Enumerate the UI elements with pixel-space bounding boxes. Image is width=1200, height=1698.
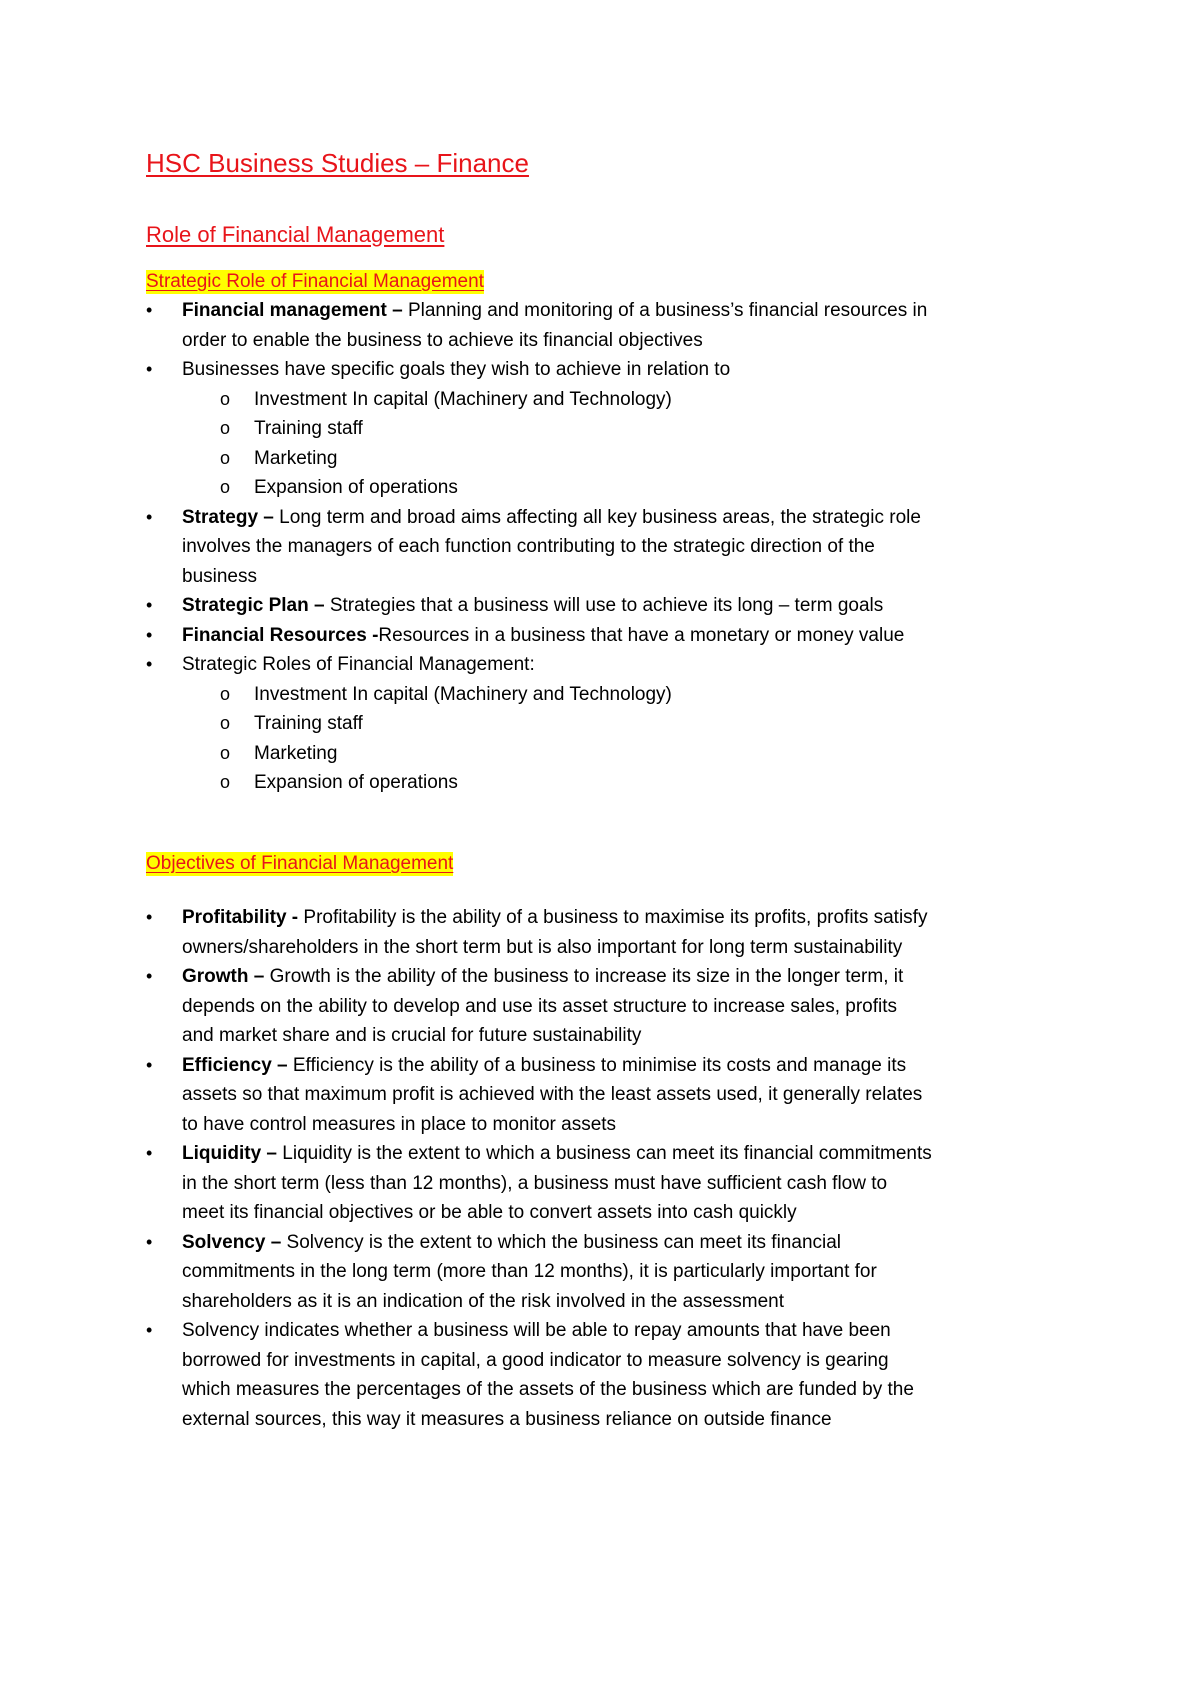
item-text-line: owners/shareholders in the short term but is also important for long term sustainability: [182, 936, 903, 958]
item-text-line: involves the managers of each function contributing to the strategic direction of the: [182, 536, 875, 557]
list-item: [146, 621, 1076, 651]
bullet-icon: •: [146, 1320, 153, 1340]
list-item: [146, 1139, 1076, 1228]
item-text-line: commitments in the long term (more than 12 months), it is particularly important for: [182, 1261, 877, 1282]
sub-item-text: Training staff: [254, 713, 363, 734]
subheading-objectives: Objectives of Financial Management: [146, 853, 454, 874]
circle-bullet-icon: o: [220, 772, 231, 792]
bullet-icon: •: [146, 654, 153, 674]
item-term: Efficiency –: [182, 1054, 288, 1076]
bullet-icon: •: [146, 506, 153, 527]
subheading-strategic-role: Strategic Role of Financial Management: [146, 271, 484, 292]
item-text-line: Solvency indicates whether a business will be able to repay amounts that have been: [182, 1320, 891, 1341]
item-text-line: external sources, this way it measures a business reliance on outside finance: [182, 1408, 832, 1430]
item-term: Financial Resources -: [182, 624, 379, 646]
item-text-line: Liquidity – Liquidity is the extent to which a business can meet its financial commitments: [182, 1143, 932, 1164]
item-text-line: Efficiency – Efficiency is the ability of a business to minimise its costs and manage its: [182, 1054, 907, 1076]
item-text-line: depends on the ability to develop and use its asset structure to increase sales, profits: [182, 995, 898, 1017]
item-text-line: borrowed for investments in capital, a good indicator to measure solvency is gearing: [182, 1349, 889, 1371]
item-text-line: Solvency – Solvency is the extent to which the business can meet its financial: [182, 1231, 842, 1253]
sub-list-item: [146, 385, 1076, 415]
circle-bullet-icon: o: [220, 418, 231, 438]
item-text-line: and market share and is crucial for future sustainability: [182, 1025, 642, 1046]
item-text-line: Profitability - Profitability is the ability of a business to maximise its profits, profits satisfy: [182, 907, 928, 928]
bullet-icon: •: [146, 907, 153, 927]
item-term: Liquidity –: [182, 1143, 277, 1164]
item-text-line: Businesses have specific goals they wish to achieve in relation to: [182, 359, 731, 380]
bullet-icon: •: [146, 1231, 153, 1252]
item-term: Financial management –: [182, 300, 403, 321]
circle-bullet-icon: o: [220, 388, 231, 409]
item-text-line: Financial Resources -Resources in a business that have a monetary or money value: [182, 624, 905, 646]
bullet-icon: •: [146, 966, 153, 986]
sub-item-text: Marketing: [254, 447, 338, 469]
sub-list-item: [146, 768, 1076, 798]
objectives-list: [146, 903, 1076, 1434]
item-text-line: shareholders as it is an indication of the risk involved in the assessment: [182, 1290, 784, 1312]
sub-item-text: Expansion of operations: [254, 477, 458, 498]
sub-list-item: [146, 444, 1076, 474]
sub-item-text: Expansion of operations: [254, 772, 458, 793]
item-text-line: Financial management – Planning and monitoring of a business’s financial resources in: [182, 300, 928, 321]
item-term: Solvency –: [182, 1231, 282, 1253]
item-text-line: which measures the percentages of the assets of the business which are funded by the: [182, 1379, 914, 1400]
bullet-icon: •: [146, 624, 153, 645]
item-text-line: order to enable the business to achieve its financial objectives: [182, 329, 703, 351]
item-text-line: business: [182, 565, 257, 587]
strategic-role-list: [146, 296, 1076, 798]
circle-bullet-icon: o: [220, 477, 231, 497]
sub-item-text: Investment In capital (Machinery and Technology): [254, 388, 672, 410]
circle-bullet-icon: o: [220, 713, 231, 733]
sub-item-text: Training staff: [254, 418, 363, 439]
sub-list-item: [146, 414, 1076, 444]
item-text-line: assets so that maximum profit is achieved with the least assets used, it generally relates: [182, 1084, 923, 1105]
item-text-line: Growth – Growth is the ability of the business to increase its size in the longer term, it: [182, 966, 904, 987]
sub-list-item: [146, 739, 1076, 769]
sub-item-text: Investment In capital (Machinery and Technology): [254, 683, 672, 705]
item-text-line: Strategic Roles of Financial Management:: [182, 654, 535, 675]
item-text-line: meet its financial objectives or be able to convert assets into cash quickly: [182, 1202, 797, 1223]
list-item: [146, 962, 1076, 1051]
circle-bullet-icon: o: [220, 683, 231, 704]
bullet-icon: •: [146, 595, 153, 615]
item-term: Growth –: [182, 966, 265, 987]
item-text-line: to have control measures in place to monitor assets: [182, 1113, 617, 1135]
bullet-icon: •: [146, 1054, 153, 1075]
sub-item-text: Marketing: [254, 742, 338, 764]
document-title: HSC Business Studies – Finance: [146, 148, 529, 178]
sub-list-item: [146, 680, 1076, 710]
list-item: [146, 1228, 1076, 1317]
bullet-icon: •: [146, 359, 153, 379]
item-term: Strategy –: [182, 506, 274, 528]
list-item: [146, 1316, 1076, 1434]
item-text-line: Strategy – Long term and broad aims affecting all key business areas, the strategic role: [182, 506, 921, 528]
item-text-line: Strategic Plan – Strategies that a business will use to achieve its long – term goals: [182, 595, 884, 616]
item-text-line: in the short term (less than 12 months), a business must have sufficient cash flow to: [182, 1172, 888, 1194]
sub-list-item: [146, 473, 1076, 503]
bullet-icon: •: [146, 1143, 153, 1163]
circle-bullet-icon: o: [220, 447, 231, 468]
item-term: Profitability -: [182, 907, 299, 928]
list-item: [146, 591, 1076, 621]
circle-bullet-icon: o: [220, 742, 231, 763]
list-item: [146, 355, 1076, 385]
list-item: [146, 1051, 1076, 1140]
section-heading-role: Role of Financial Management: [146, 222, 445, 247]
item-term: Strategic Plan –: [182, 595, 325, 616]
list-item: [146, 503, 1076, 592]
list-item: [146, 903, 1076, 962]
sub-list-item: [146, 709, 1076, 739]
bullet-icon: •: [146, 300, 153, 320]
list-item: [146, 296, 1076, 355]
list-item: [146, 650, 1076, 680]
